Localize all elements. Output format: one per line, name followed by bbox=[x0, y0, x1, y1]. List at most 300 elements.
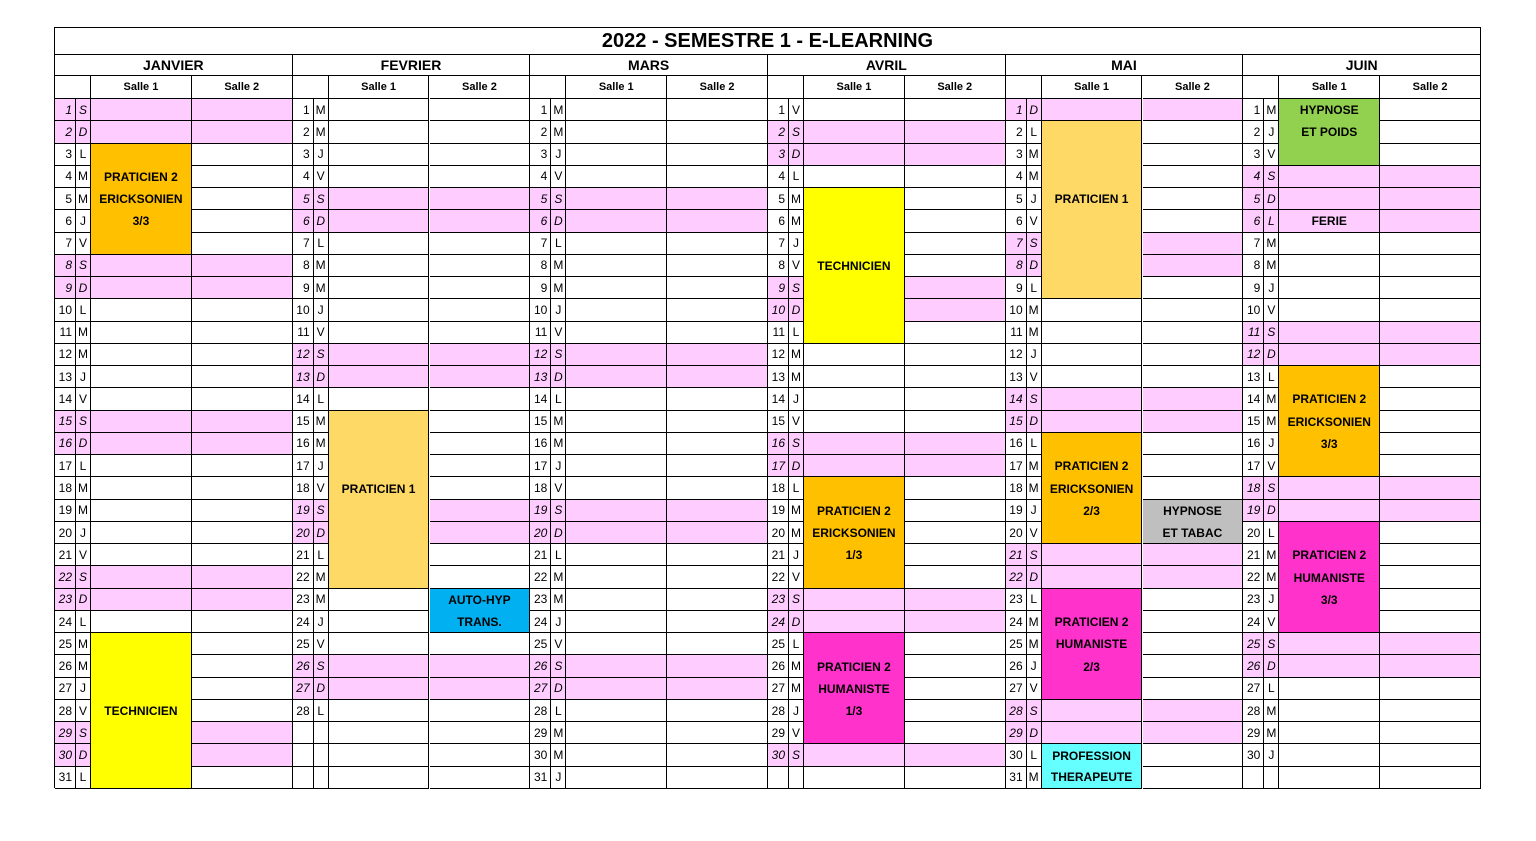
schedule-cell[interactable] bbox=[1143, 388, 1244, 410]
event-cell[interactable] bbox=[1042, 121, 1143, 143]
schedule-cell[interactable] bbox=[905, 277, 1006, 299]
schedule-cell[interactable] bbox=[1380, 744, 1481, 766]
schedule-cell[interactable] bbox=[667, 99, 768, 121]
schedule-cell[interactable] bbox=[91, 411, 192, 433]
schedule-cell[interactable] bbox=[804, 121, 905, 143]
schedule-cell[interactable] bbox=[192, 611, 293, 633]
schedule-cell[interactable] bbox=[905, 566, 1006, 588]
event-cell[interactable] bbox=[91, 722, 192, 744]
event-cell[interactable] bbox=[1279, 611, 1380, 633]
schedule-cell[interactable] bbox=[1143, 322, 1244, 344]
schedule-cell[interactable] bbox=[566, 566, 667, 588]
event-cell[interactable]: ERICKSONIEN bbox=[1279, 411, 1380, 433]
schedule-cell[interactable] bbox=[804, 589, 905, 611]
schedule-cell[interactable] bbox=[905, 344, 1006, 366]
schedule-cell[interactable] bbox=[430, 144, 531, 166]
schedule-cell[interactable] bbox=[566, 633, 667, 655]
schedule-cell[interactable] bbox=[905, 522, 1006, 544]
schedule-cell[interactable] bbox=[667, 233, 768, 255]
schedule-cell[interactable] bbox=[1143, 233, 1244, 255]
event-cell[interactable]: HYPNOSE bbox=[1143, 500, 1244, 522]
schedule-cell[interactable] bbox=[1380, 655, 1481, 677]
schedule-cell[interactable] bbox=[1042, 566, 1143, 588]
schedule-cell[interactable] bbox=[430, 633, 531, 655]
schedule-cell[interactable] bbox=[91, 500, 192, 522]
schedule-cell[interactable] bbox=[91, 589, 192, 611]
schedule-cell[interactable] bbox=[192, 121, 293, 143]
event-cell[interactable] bbox=[804, 477, 905, 499]
schedule-cell[interactable] bbox=[804, 411, 905, 433]
schedule-cell[interactable] bbox=[667, 477, 768, 499]
schedule-cell[interactable] bbox=[1380, 388, 1481, 410]
schedule-cell[interactable] bbox=[667, 255, 768, 277]
schedule-cell[interactable] bbox=[1143, 477, 1244, 499]
schedule-cell[interactable] bbox=[1042, 700, 1143, 722]
schedule-cell[interactable] bbox=[430, 678, 531, 700]
event-cell[interactable] bbox=[91, 233, 192, 255]
schedule-cell[interactable] bbox=[905, 411, 1006, 433]
event-cell[interactable] bbox=[804, 633, 905, 655]
schedule-cell[interactable] bbox=[1380, 233, 1481, 255]
schedule-cell[interactable] bbox=[1380, 500, 1481, 522]
schedule-cell[interactable] bbox=[905, 500, 1006, 522]
schedule-cell[interactable] bbox=[1380, 700, 1481, 722]
schedule-cell[interactable] bbox=[1380, 611, 1481, 633]
schedule-cell[interactable] bbox=[804, 99, 905, 121]
schedule-cell[interactable] bbox=[430, 366, 531, 388]
schedule-cell[interactable] bbox=[667, 700, 768, 722]
schedule-cell[interactable] bbox=[192, 633, 293, 655]
event-cell[interactable] bbox=[329, 455, 430, 477]
event-cell[interactable] bbox=[1042, 433, 1143, 455]
schedule-cell[interactable] bbox=[667, 655, 768, 677]
schedule-cell[interactable] bbox=[566, 522, 667, 544]
schedule-cell[interactable] bbox=[430, 188, 531, 210]
schedule-cell[interactable] bbox=[329, 121, 430, 143]
schedule-cell[interactable] bbox=[329, 655, 430, 677]
schedule-cell[interactable] bbox=[192, 655, 293, 677]
schedule-cell[interactable] bbox=[430, 322, 531, 344]
schedule-cell[interactable] bbox=[1279, 700, 1380, 722]
event-cell[interactable] bbox=[91, 655, 192, 677]
schedule-cell[interactable] bbox=[430, 700, 531, 722]
schedule-cell[interactable] bbox=[1042, 344, 1143, 366]
schedule-cell[interactable] bbox=[566, 121, 667, 143]
schedule-cell[interactable] bbox=[566, 544, 667, 566]
schedule-cell[interactable] bbox=[1380, 188, 1481, 210]
schedule-cell[interactable] bbox=[905, 433, 1006, 455]
event-cell[interactable] bbox=[804, 722, 905, 744]
event-cell[interactable]: THERAPEUTE bbox=[1042, 767, 1143, 789]
schedule-cell[interactable] bbox=[667, 589, 768, 611]
event-cell[interactable]: 3/3 bbox=[1279, 433, 1380, 455]
schedule-cell[interactable] bbox=[667, 388, 768, 410]
schedule-cell[interactable] bbox=[329, 277, 430, 299]
schedule-cell[interactable] bbox=[1380, 166, 1481, 188]
schedule-cell[interactable] bbox=[91, 344, 192, 366]
schedule-cell[interactable] bbox=[1279, 722, 1380, 744]
schedule-cell[interactable] bbox=[91, 277, 192, 299]
schedule-cell[interactable] bbox=[1143, 121, 1244, 143]
schedule-cell[interactable] bbox=[1143, 144, 1244, 166]
schedule-cell[interactable] bbox=[566, 678, 667, 700]
event-cell[interactable]: TECHNICIEN bbox=[91, 700, 192, 722]
event-cell[interactable]: PRATICIEN 2 bbox=[91, 166, 192, 188]
schedule-cell[interactable] bbox=[329, 233, 430, 255]
schedule-cell[interactable] bbox=[192, 366, 293, 388]
schedule-cell[interactable] bbox=[192, 700, 293, 722]
event-cell[interactable] bbox=[329, 544, 430, 566]
schedule-cell[interactable] bbox=[667, 277, 768, 299]
event-cell[interactable] bbox=[1042, 255, 1143, 277]
schedule-cell[interactable] bbox=[192, 744, 293, 766]
schedule-cell[interactable] bbox=[430, 299, 531, 321]
event-cell[interactable] bbox=[1042, 144, 1143, 166]
schedule-cell[interactable] bbox=[91, 611, 192, 633]
schedule-cell[interactable] bbox=[566, 344, 667, 366]
schedule-cell[interactable] bbox=[905, 166, 1006, 188]
event-cell[interactable]: PRATICIEN 2 bbox=[804, 655, 905, 677]
schedule-cell[interactable] bbox=[905, 210, 1006, 232]
schedule-cell[interactable] bbox=[1279, 500, 1380, 522]
event-cell[interactable]: PRATICIEN 1 bbox=[329, 477, 430, 499]
schedule-cell[interactable] bbox=[667, 633, 768, 655]
schedule-cell[interactable] bbox=[804, 366, 905, 388]
schedule-cell[interactable] bbox=[1042, 544, 1143, 566]
event-cell[interactable]: FERIE bbox=[1279, 210, 1380, 232]
schedule-cell[interactable] bbox=[667, 411, 768, 433]
schedule-cell[interactable] bbox=[1380, 566, 1481, 588]
schedule-cell[interactable] bbox=[1143, 655, 1244, 677]
schedule-cell[interactable] bbox=[1143, 633, 1244, 655]
schedule-cell[interactable] bbox=[1143, 277, 1244, 299]
schedule-cell[interactable] bbox=[1279, 655, 1380, 677]
schedule-cell[interactable] bbox=[192, 233, 293, 255]
schedule-cell[interactable] bbox=[329, 344, 430, 366]
schedule-cell[interactable] bbox=[566, 299, 667, 321]
schedule-cell[interactable] bbox=[1380, 455, 1481, 477]
schedule-cell[interactable] bbox=[329, 678, 430, 700]
schedule-cell[interactable] bbox=[1042, 366, 1143, 388]
schedule-cell[interactable] bbox=[329, 633, 430, 655]
event-cell[interactable] bbox=[804, 299, 905, 321]
schedule-cell[interactable] bbox=[430, 210, 531, 232]
schedule-cell[interactable] bbox=[905, 322, 1006, 344]
schedule-cell[interactable] bbox=[1279, 277, 1380, 299]
event-cell[interactable]: HYPNOSE bbox=[1279, 99, 1380, 121]
schedule-cell[interactable] bbox=[905, 655, 1006, 677]
schedule-cell[interactable] bbox=[329, 188, 430, 210]
schedule-cell[interactable] bbox=[91, 299, 192, 321]
schedule-cell[interactable] bbox=[905, 299, 1006, 321]
schedule-cell[interactable] bbox=[1380, 633, 1481, 655]
schedule-cell[interactable] bbox=[192, 589, 293, 611]
schedule-cell[interactable] bbox=[192, 344, 293, 366]
schedule-cell[interactable] bbox=[1042, 99, 1143, 121]
event-cell[interactable] bbox=[91, 633, 192, 655]
event-cell[interactable]: PRATICIEN 2 bbox=[1279, 544, 1380, 566]
event-cell[interactable]: 2/3 bbox=[1042, 500, 1143, 522]
event-cell[interactable] bbox=[91, 144, 192, 166]
schedule-cell[interactable] bbox=[192, 388, 293, 410]
schedule-cell[interactable] bbox=[905, 678, 1006, 700]
event-cell[interactable] bbox=[329, 411, 430, 433]
schedule-cell[interactable] bbox=[1143, 255, 1244, 277]
schedule-cell[interactable] bbox=[91, 455, 192, 477]
schedule-cell[interactable] bbox=[1143, 411, 1244, 433]
schedule-cell[interactable] bbox=[566, 744, 667, 766]
schedule-cell[interactable] bbox=[1380, 366, 1481, 388]
schedule-cell[interactable] bbox=[1279, 344, 1380, 366]
schedule-cell[interactable] bbox=[1279, 477, 1380, 499]
event-cell[interactable] bbox=[804, 566, 905, 588]
event-cell[interactable] bbox=[1042, 166, 1143, 188]
schedule-cell[interactable] bbox=[192, 678, 293, 700]
schedule-cell[interactable] bbox=[430, 277, 531, 299]
event-cell[interactable] bbox=[804, 277, 905, 299]
schedule-cell[interactable] bbox=[192, 522, 293, 544]
schedule-cell[interactable] bbox=[566, 411, 667, 433]
schedule-cell[interactable] bbox=[905, 121, 1006, 143]
schedule-cell[interactable] bbox=[329, 700, 430, 722]
schedule-cell[interactable] bbox=[667, 144, 768, 166]
schedule-cell[interactable] bbox=[667, 322, 768, 344]
schedule-cell[interactable] bbox=[566, 722, 667, 744]
schedule-cell[interactable] bbox=[1143, 744, 1244, 766]
schedule-cell[interactable] bbox=[667, 366, 768, 388]
schedule-cell[interactable] bbox=[566, 655, 667, 677]
event-cell[interactable]: 1/3 bbox=[804, 544, 905, 566]
schedule-cell[interactable] bbox=[1279, 166, 1380, 188]
event-cell[interactable]: ERICKSONIEN bbox=[91, 188, 192, 210]
schedule-cell[interactable] bbox=[329, 388, 430, 410]
schedule-cell[interactable] bbox=[1279, 233, 1380, 255]
event-cell[interactable]: 3/3 bbox=[91, 210, 192, 232]
schedule-cell[interactable] bbox=[430, 544, 531, 566]
schedule-cell[interactable] bbox=[1279, 299, 1380, 321]
schedule-cell[interactable] bbox=[1380, 144, 1481, 166]
schedule-cell[interactable] bbox=[329, 255, 430, 277]
event-cell[interactable]: ERICKSONIEN bbox=[1042, 477, 1143, 499]
schedule-cell[interactable] bbox=[430, 255, 531, 277]
schedule-cell[interactable] bbox=[905, 99, 1006, 121]
event-cell[interactable] bbox=[1279, 144, 1380, 166]
schedule-cell[interactable] bbox=[91, 121, 192, 143]
schedule-cell[interactable] bbox=[1143, 166, 1244, 188]
schedule-cell[interactable] bbox=[667, 522, 768, 544]
schedule-cell[interactable] bbox=[1380, 121, 1481, 143]
schedule-cell[interactable] bbox=[430, 500, 531, 522]
schedule-cell[interactable] bbox=[1380, 299, 1481, 321]
schedule-cell[interactable] bbox=[566, 433, 667, 455]
event-cell[interactable]: ET TABAC bbox=[1143, 522, 1244, 544]
schedule-cell[interactable] bbox=[1143, 299, 1244, 321]
schedule-cell[interactable] bbox=[192, 500, 293, 522]
schedule-cell[interactable] bbox=[566, 611, 667, 633]
event-cell[interactable] bbox=[1042, 233, 1143, 255]
event-cell[interactable] bbox=[1279, 366, 1380, 388]
schedule-cell[interactable] bbox=[1042, 299, 1143, 321]
event-cell[interactable]: 1/3 bbox=[804, 700, 905, 722]
schedule-cell[interactable] bbox=[91, 366, 192, 388]
schedule-cell[interactable] bbox=[905, 455, 1006, 477]
schedule-cell[interactable] bbox=[430, 166, 531, 188]
schedule-cell[interactable] bbox=[804, 344, 905, 366]
schedule-cell[interactable] bbox=[430, 388, 531, 410]
schedule-cell[interactable] bbox=[667, 299, 768, 321]
schedule-cell[interactable] bbox=[905, 388, 1006, 410]
schedule-cell[interactable] bbox=[905, 255, 1006, 277]
schedule-cell[interactable] bbox=[329, 366, 430, 388]
schedule-cell[interactable] bbox=[905, 633, 1006, 655]
schedule-cell[interactable] bbox=[566, 210, 667, 232]
schedule-cell[interactable] bbox=[1380, 99, 1481, 121]
schedule-cell[interactable] bbox=[1042, 722, 1143, 744]
schedule-cell[interactable] bbox=[1380, 589, 1481, 611]
schedule-cell[interactable] bbox=[1380, 277, 1481, 299]
schedule-cell[interactable] bbox=[1279, 678, 1380, 700]
schedule-cell[interactable] bbox=[566, 500, 667, 522]
schedule-cell[interactable] bbox=[91, 522, 192, 544]
schedule-cell[interactable] bbox=[667, 722, 768, 744]
schedule-cell[interactable] bbox=[905, 544, 1006, 566]
schedule-cell[interactable] bbox=[667, 455, 768, 477]
schedule-cell[interactable] bbox=[1143, 611, 1244, 633]
schedule-cell[interactable] bbox=[430, 566, 531, 588]
event-cell[interactable] bbox=[1042, 678, 1143, 700]
schedule-cell[interactable] bbox=[1143, 722, 1244, 744]
schedule-cell[interactable] bbox=[1279, 633, 1380, 655]
schedule-cell[interactable] bbox=[1143, 678, 1244, 700]
event-cell[interactable]: PRATICIEN 2 bbox=[1279, 388, 1380, 410]
schedule-cell[interactable] bbox=[430, 121, 531, 143]
schedule-cell[interactable] bbox=[667, 611, 768, 633]
schedule-cell[interactable] bbox=[667, 433, 768, 455]
schedule-cell[interactable] bbox=[329, 144, 430, 166]
schedule-cell[interactable] bbox=[1380, 544, 1481, 566]
event-cell[interactable] bbox=[329, 566, 430, 588]
schedule-cell[interactable] bbox=[566, 322, 667, 344]
event-cell[interactable]: HUMANISTE bbox=[1279, 566, 1380, 588]
schedule-cell[interactable] bbox=[91, 477, 192, 499]
schedule-cell[interactable] bbox=[905, 477, 1006, 499]
schedule-cell[interactable] bbox=[566, 166, 667, 188]
schedule-cell[interactable] bbox=[905, 188, 1006, 210]
schedule-cell[interactable] bbox=[329, 166, 430, 188]
schedule-cell[interactable] bbox=[1380, 411, 1481, 433]
schedule-cell[interactable] bbox=[1143, 99, 1244, 121]
schedule-cell[interactable] bbox=[1143, 455, 1244, 477]
schedule-cell[interactable] bbox=[667, 188, 768, 210]
event-cell[interactable]: HUMANISTE bbox=[1042, 633, 1143, 655]
schedule-cell[interactable] bbox=[905, 366, 1006, 388]
schedule-cell[interactable] bbox=[329, 589, 430, 611]
event-cell[interactable] bbox=[1042, 277, 1143, 299]
schedule-cell[interactable] bbox=[329, 299, 430, 321]
event-cell[interactable]: HUMANISTE bbox=[804, 678, 905, 700]
schedule-cell[interactable] bbox=[329, 611, 430, 633]
event-cell[interactable] bbox=[804, 233, 905, 255]
schedule-cell[interactable] bbox=[1380, 477, 1481, 499]
schedule-cell[interactable] bbox=[566, 366, 667, 388]
schedule-cell[interactable] bbox=[566, 477, 667, 499]
event-cell[interactable] bbox=[1042, 589, 1143, 611]
event-cell[interactable] bbox=[329, 433, 430, 455]
schedule-cell[interactable] bbox=[192, 255, 293, 277]
event-cell[interactable]: 2/3 bbox=[1042, 655, 1143, 677]
schedule-cell[interactable] bbox=[192, 455, 293, 477]
schedule-cell[interactable] bbox=[192, 99, 293, 121]
schedule-cell[interactable] bbox=[91, 388, 192, 410]
schedule-cell[interactable] bbox=[192, 722, 293, 744]
schedule-cell[interactable] bbox=[1279, 744, 1380, 766]
event-cell[interactable] bbox=[91, 678, 192, 700]
schedule-cell[interactable] bbox=[905, 744, 1006, 766]
event-cell[interactable] bbox=[804, 322, 905, 344]
event-cell[interactable]: PROFESSION bbox=[1042, 744, 1143, 766]
schedule-cell[interactable] bbox=[430, 655, 531, 677]
schedule-cell[interactable] bbox=[804, 166, 905, 188]
schedule-cell[interactable] bbox=[566, 388, 667, 410]
schedule-cell[interactable] bbox=[1380, 344, 1481, 366]
schedule-cell[interactable] bbox=[1143, 344, 1244, 366]
schedule-cell[interactable] bbox=[566, 188, 667, 210]
schedule-cell[interactable] bbox=[430, 455, 531, 477]
schedule-cell[interactable] bbox=[1143, 589, 1244, 611]
schedule-cell[interactable] bbox=[804, 611, 905, 633]
schedule-cell[interactable] bbox=[566, 277, 667, 299]
schedule-cell[interactable] bbox=[430, 411, 531, 433]
event-cell[interactable] bbox=[804, 188, 905, 210]
event-cell[interactable] bbox=[1279, 455, 1380, 477]
schedule-cell[interactable] bbox=[91, 255, 192, 277]
schedule-cell[interactable] bbox=[430, 477, 531, 499]
event-cell[interactable]: ERICKSONIEN bbox=[804, 522, 905, 544]
schedule-cell[interactable] bbox=[905, 233, 1006, 255]
schedule-cell[interactable] bbox=[804, 388, 905, 410]
schedule-cell[interactable] bbox=[1380, 722, 1481, 744]
schedule-cell[interactable] bbox=[1042, 411, 1143, 433]
event-cell[interactable] bbox=[329, 522, 430, 544]
schedule-cell[interactable] bbox=[430, 233, 531, 255]
schedule-cell[interactable] bbox=[329, 210, 430, 232]
schedule-cell[interactable] bbox=[1380, 678, 1481, 700]
schedule-cell[interactable] bbox=[566, 700, 667, 722]
schedule-cell[interactable] bbox=[329, 99, 430, 121]
schedule-cell[interactable] bbox=[192, 299, 293, 321]
schedule-cell[interactable] bbox=[667, 678, 768, 700]
event-cell[interactable] bbox=[804, 210, 905, 232]
schedule-cell[interactable] bbox=[430, 522, 531, 544]
event-cell[interactable] bbox=[1279, 522, 1380, 544]
schedule-cell[interactable] bbox=[91, 99, 192, 121]
schedule-cell[interactable] bbox=[1143, 366, 1244, 388]
schedule-cell[interactable] bbox=[1380, 322, 1481, 344]
schedule-cell[interactable] bbox=[192, 144, 293, 166]
schedule-cell[interactable] bbox=[667, 210, 768, 232]
schedule-cell[interactable] bbox=[804, 144, 905, 166]
schedule-cell[interactable] bbox=[192, 544, 293, 566]
schedule-cell[interactable] bbox=[430, 433, 531, 455]
schedule-cell[interactable] bbox=[192, 322, 293, 344]
schedule-cell[interactable] bbox=[667, 767, 768, 789]
event-cell[interactable] bbox=[91, 744, 192, 766]
schedule-cell[interactable] bbox=[91, 322, 192, 344]
schedule-cell[interactable] bbox=[192, 411, 293, 433]
schedule-cell[interactable] bbox=[667, 566, 768, 588]
schedule-cell[interactable] bbox=[1279, 188, 1380, 210]
schedule-cell[interactable] bbox=[905, 722, 1006, 744]
